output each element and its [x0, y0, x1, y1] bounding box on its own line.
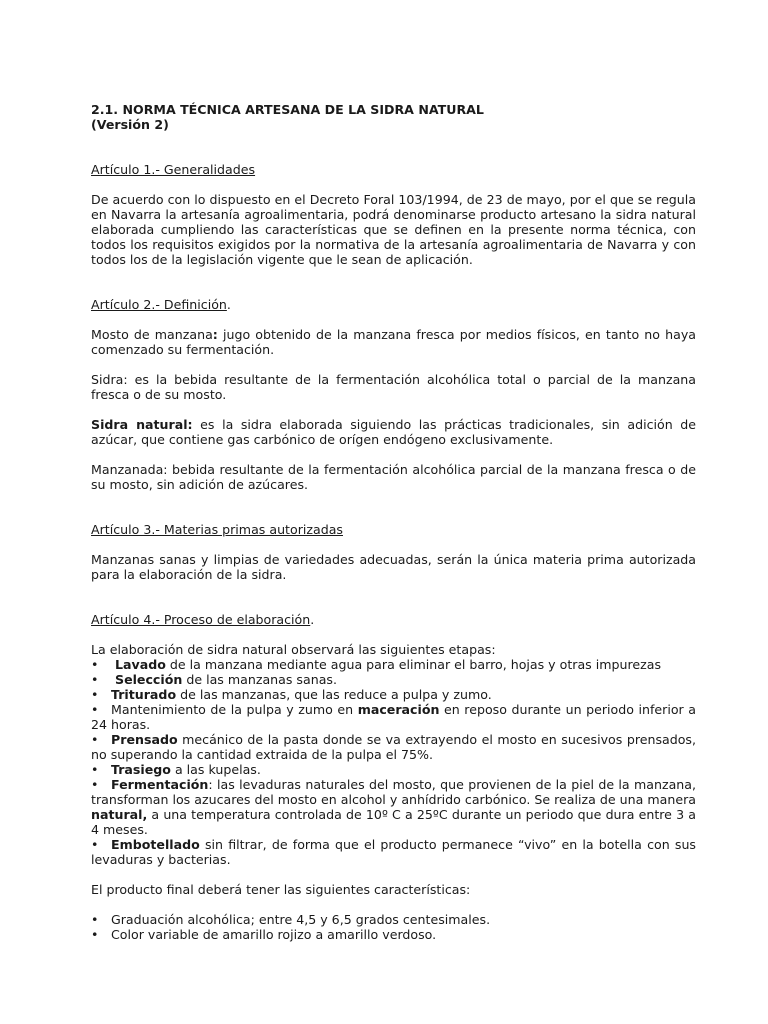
article-2-heading: Artículo 2.- Definición.	[91, 297, 231, 312]
step-maceracion: • Mantenimiento de la pulpa y zumo en maceración en reposo durante un periodo inferior a 24 horas.	[91, 702, 696, 732]
characteristic-graduacion: • Graduación alcohólica; entre 4,5 y 6,5 grados centesimales.	[91, 912, 491, 927]
process-steps-list	[91, 657, 696, 867]
article-3-body: Manzanas sanas y limpias de variedades adecuadas, serán la única materia prima autorizada para la elaboración de la sidra.	[91, 552, 696, 582]
article-4-heading: Artículo 4.- Proceso de elaboración.	[91, 612, 315, 627]
document-title	[91, 102, 696, 132]
step-trasiego: • Trasiego a las kupelas.	[91, 762, 261, 777]
definition-manzanada: Manzanada: bebida resultante de la fermentación alcohólica parcial de la manzana fresca o de su mosto, sin adición de azúcares.	[91, 462, 696, 492]
title-line-1: 2.1. NORMA TÉCNICA ARTESANA DE LA SIDRA NATURAL	[91, 102, 484, 117]
step-fermentacion: • Fermentación: las levaduras naturales del mosto, que provienen de la piel de la manzana, transforman los azucares del mosto en alcohol y anhídrido carbónico. Se realiza de una manera natural, a una temperatura controlada de 10º C a 25ºC durante un periodo que dura entre 3 a 4 meses.	[91, 777, 696, 837]
step-triturado: • Triturado de las manzanas, que las reduce a pulpa y zumo.	[91, 687, 492, 702]
article-1-heading: Artículo 1.- Generalidades	[91, 162, 256, 177]
article-3-heading: Artículo 3.- Materias primas autorizadas	[91, 522, 343, 537]
characteristic-color: • Color variable de amarillo rojizo a amarillo verdoso.	[91, 927, 437, 942]
final-characteristics-intro: El producto final deberá tener las siguientes características:	[91, 882, 471, 897]
step-prensado: • Prensado mecánico de la pasta donde se va extrayendo el mosto en sucesivos prensados, no superando la cantidad extraida de la pulpa el 75%.	[91, 732, 696, 762]
title-line-2: (Versión 2)	[91, 117, 169, 132]
step-seleccion: • Selección de las manzanas sanas.	[91, 672, 337, 687]
final-characteristics-list	[91, 912, 696, 942]
step-embotellado: • Embotellado sin filtrar, de forma que el producto permanece “vivo” en la botella con sus levaduras y bacterias.	[91, 837, 696, 867]
definition-mosto: Mosto de manzana: jugo obtenido de la manzana fresca por medios físicos, en tanto no haya comenzado su fermentación.	[91, 327, 696, 357]
definition-sidra: Sidra: es la bebida resultante de la fermentación alcohólica total o parcial de la manzana fresca o de su mosto.	[91, 372, 696, 402]
article-1-body: De acuerdo con lo dispuesto en el Decreto Foral 103/1994, de 23 de mayo, por el que se regula en Navarra la artesanía agroalimentaria, podrá denominarse producto artesano la sidra natural elaborada cumpliendo las características que se definen en la presente norma técnica, con todos los requisitos exigidos por la normativa de la artesanía agroalimentaria de Navarra y con todos los de la legislación vigente que le sean de aplicación.	[91, 192, 696, 267]
definition-sidra-natural: Sidra natural: es la sidra elaborada siguiendo las prácticas tradicionales, sin adición de azúcar, que contiene gas carbónico de orígen endógeno exclusivamente.	[91, 417, 696, 447]
article-4-intro: La elaboración de sidra natural observará las siguientes etapas:	[91, 642, 496, 657]
step-lavado: • Lavado de la manzana mediante agua para eliminar el barro, hojas y otras impurezas	[91, 657, 662, 672]
